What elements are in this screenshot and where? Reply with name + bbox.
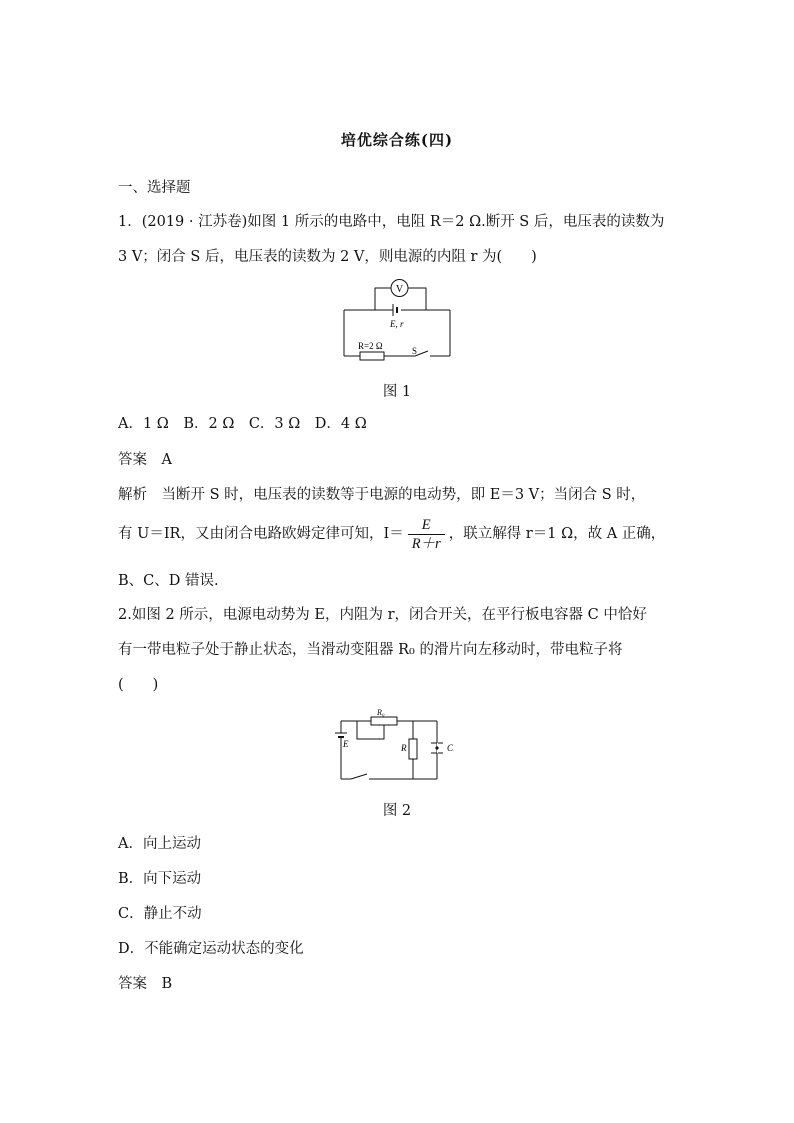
resistor-label-2: R xyxy=(401,743,407,753)
formula-fraction xyxy=(408,516,445,553)
q1-text-line1: 1．(2019 · 江苏卷)如图 1 所示的电路中，电阻 R＝2 Ω.断开 S 后，电压表的读数为 xyxy=(118,214,665,230)
fraction-denominator: R＋r xyxy=(411,535,441,552)
figure-1-caption: 图 1 xyxy=(382,384,412,400)
q2-option-d: D．不能确定运动状态的变化 xyxy=(118,941,304,957)
source-label-2: E xyxy=(343,739,349,749)
q2-text-line3: ( ) xyxy=(118,677,159,693)
page-title: 培优综合练(四) xyxy=(340,131,454,149)
q1-options: A．1 Ω B．2 Ω C．3 Ω D．4 Ω xyxy=(118,416,367,432)
rheostat-label: R₀ xyxy=(377,708,385,717)
voltmeter-label: V xyxy=(395,284,404,295)
capacitor-label: C xyxy=(447,743,454,753)
q1-answer: 答案 A xyxy=(118,452,172,468)
analysis-line2-pre: 有 U＝IR，又由闭合电路欧姆定律可知，I＝ xyxy=(118,526,404,542)
q2-option-b: B．向下运动 xyxy=(118,871,202,887)
switch-label: S xyxy=(412,346,418,356)
figure-1-circuit xyxy=(340,276,455,362)
q2-text-line2: 有一带电粒子处于静止状态，当滑动变阻器 R₀ 的滑片向左移动时，带电粒子将 xyxy=(118,642,623,658)
q1-text-line2: 3 V；闭合 S 后，电压表的读数为 2 V，则电源的内阻 r 为( ) xyxy=(118,249,537,265)
figure-2-circuit xyxy=(333,705,463,785)
q1-analysis-line3: B、C、D 错误. xyxy=(118,573,219,589)
q1-analysis-line1: 解析 当断开 S 时，电压表的读数等于电源的电动势，即 E＝3 V；当闭合 S 时， xyxy=(118,487,646,503)
figure-2-caption: 图 2 xyxy=(382,803,412,819)
analysis-line2-post: ，联立解得 r＝1 Ω，故 A 正确， xyxy=(448,526,666,542)
fraction-numerator: E xyxy=(408,516,445,535)
q2-text-line1: 2.如图 2 所示，电源电动势为 E，内阻为 r，闭合开关，在平行板电容器 C 中恰好 xyxy=(118,607,647,623)
source-label: E, r xyxy=(390,319,404,329)
resistor-label: R=2 Ω xyxy=(358,341,383,351)
section-heading: 一、选择题 xyxy=(118,180,191,196)
q2-answer: 答案 B xyxy=(118,976,173,992)
q2-option-c: C．静止不动 xyxy=(118,906,202,922)
q2-option-a: A．向上运动 xyxy=(118,836,201,852)
q1-analysis-line2 xyxy=(118,515,665,553)
